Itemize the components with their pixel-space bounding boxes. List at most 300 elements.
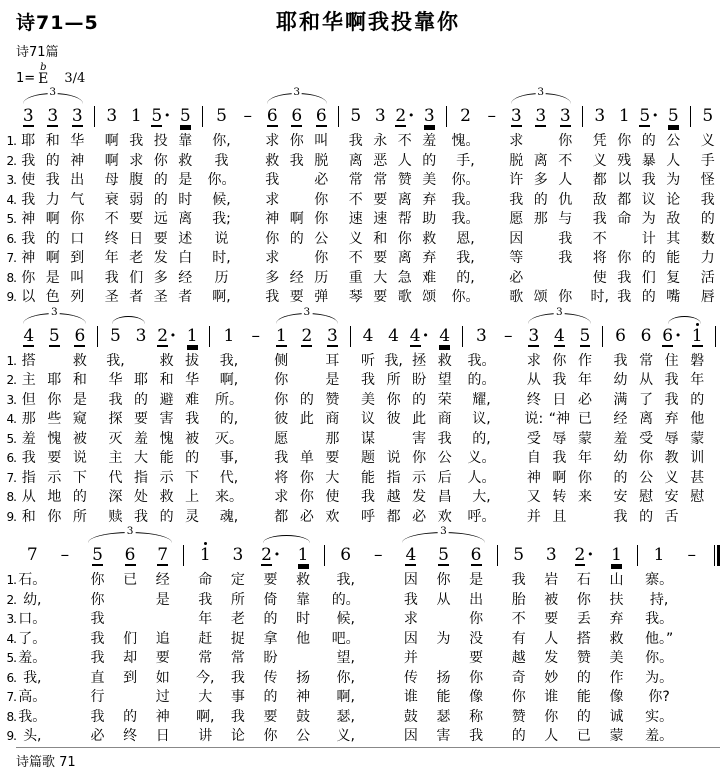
- duration-dash: –: [251, 325, 260, 346]
- lyric-syllable: [208, 210, 236, 230]
- note-body: [110, 325, 121, 346]
- syllable-text: 救: [72, 352, 87, 369]
- syllable-text: 愧。: [451, 133, 480, 149]
- note: [287, 547, 320, 571]
- syllable-text: 要: [153, 230, 168, 247]
- syllable-text: 谁: [544, 689, 559, 705]
- lyric-syllable: [344, 288, 369, 308]
- syllable-text: 速: [373, 211, 388, 227]
- syllable-text: 义。: [467, 450, 496, 466]
- syllable-text: 美: [609, 650, 624, 666]
- lyric-syllable: [189, 630, 222, 650]
- note-digit: 6: [340, 545, 352, 565]
- lyric-syllable: [6, 591, 49, 611]
- triplet-number: 3: [49, 86, 57, 98]
- syllable-text: 愿: [509, 211, 524, 227]
- syllable-text: 唇: [700, 289, 715, 305]
- lyric-syllable: [189, 649, 222, 669]
- syllable-text: 我: [469, 728, 484, 744]
- lyric-syllable: [215, 352, 243, 372]
- lyric-syllable: [684, 430, 710, 450]
- lyric-syllable: [128, 488, 154, 508]
- syllable-text: 我: [108, 391, 123, 408]
- lyric-syllable: [146, 630, 179, 650]
- lyric-syllable: [294, 508, 320, 528]
- syllable-text: 我: [348, 133, 363, 149]
- note-body: [301, 325, 313, 346]
- syllable-text: 必: [314, 172, 329, 188]
- note: [502, 547, 535, 571]
- syllable-text: 幼: [613, 450, 628, 466]
- syllable-text: 称: [469, 708, 484, 725]
- lyric-syllable: [460, 688, 493, 708]
- note: [572, 325, 598, 352]
- syllable-text: 石。: [18, 572, 47, 588]
- syllable-text: 定: [230, 572, 245, 588]
- note-body: [131, 108, 142, 125]
- lyric-syllable: [260, 210, 285, 230]
- lyric-syllable: [381, 508, 407, 528]
- lyric-syllable: [432, 371, 458, 391]
- syllable-text: 要: [373, 191, 388, 208]
- syllable-text: 发: [544, 650, 559, 666]
- note-digit: 3: [47, 106, 59, 126]
- syllable-text: 蒙: [690, 430, 705, 447]
- syllable-text: 所。: [214, 391, 243, 408]
- lyric-syllable: [696, 269, 721, 289]
- barline: [446, 106, 447, 127]
- note: [41, 108, 66, 132]
- lyric-syllable: [637, 269, 662, 289]
- system-2: [6, 305, 720, 528]
- syllable-text: 必: [509, 269, 524, 286]
- lyric-syllable: [260, 191, 285, 211]
- lyric-syllable: [179, 352, 205, 372]
- triplet-bracket: [267, 86, 327, 104]
- lyric-syllable: [260, 132, 285, 152]
- note-digit: 5: [92, 545, 103, 565]
- barline: [637, 545, 638, 566]
- note-digit: 3: [535, 106, 547, 126]
- syllable-text: 指: [386, 469, 401, 486]
- syllable-text: 离: [397, 191, 412, 208]
- lyric-syllable: [521, 391, 547, 411]
- syllable-text: 你。: [645, 650, 674, 666]
- note-digit: 4: [409, 325, 421, 346]
- syllable-text: 传: [263, 669, 278, 686]
- lyric-syllable: [612, 152, 637, 172]
- lyric-syllable: [547, 488, 573, 508]
- lyric-syllable: [124, 288, 149, 308]
- lyric-syllable: [368, 249, 393, 269]
- syllable-text: 的: [153, 191, 168, 208]
- lyric-syllable: [417, 288, 442, 308]
- note-body: [135, 325, 147, 346]
- lyric-syllable: [149, 230, 174, 250]
- syllable-text: 安: [664, 489, 679, 505]
- syllable-text: 像: [469, 689, 484, 705]
- lyric-syllable: [146, 591, 179, 611]
- syllable-text: 的: [641, 250, 656, 266]
- syllable-text: 我。: [451, 211, 480, 227]
- syllable-text: 扬: [296, 669, 311, 686]
- lyric-syllable: [659, 430, 685, 450]
- lyric-syllable: [417, 249, 442, 269]
- lyric-syllable: [600, 669, 633, 689]
- lyric-syllable: [684, 469, 710, 489]
- syllable-text: 胎: [511, 591, 526, 608]
- syllable-text: 我: [214, 152, 229, 169]
- syllable-text: 我: [21, 450, 36, 466]
- note: [568, 547, 601, 571]
- lyric-syllable: [395, 669, 428, 689]
- syllable-text: 我: [360, 372, 375, 388]
- syllable-text: 已: [577, 411, 592, 427]
- triplet-number: 3: [440, 525, 447, 537]
- lyric-syllable: [504, 171, 529, 191]
- lyric-syllable: [381, 352, 407, 372]
- note-digit: 1: [297, 545, 309, 565]
- note: [588, 108, 613, 132]
- syllable-text: 你: [274, 391, 289, 408]
- verse-number: 2.: [6, 373, 16, 387]
- lyric-syllable: [659, 410, 685, 430]
- syllable-text: 的: [576, 669, 591, 686]
- lyric-syllable: [612, 288, 637, 308]
- lyric-syllable: [381, 371, 407, 391]
- syllable-text: 日: [552, 391, 567, 408]
- lyric-syllable: [467, 410, 495, 430]
- lyric-syllable: [535, 688, 568, 708]
- syllable-text: 时: [178, 191, 193, 208]
- syllable-text: 灭。: [214, 430, 243, 447]
- syllable-text: 你: [90, 572, 105, 588]
- lyric-syllable: [208, 288, 236, 308]
- lyric-syllable: [521, 449, 547, 469]
- syllable-text: 你: [47, 391, 62, 408]
- barline: [690, 106, 691, 127]
- syllable-text: 因: [403, 572, 418, 588]
- lyric-syllable: [637, 191, 662, 211]
- verse-number: 9.: [6, 290, 16, 304]
- note-digit: 2: [460, 106, 471, 126]
- syllable-text: 人: [558, 172, 573, 188]
- note-digit: 6: [124, 545, 136, 565]
- syllable-text: 救: [437, 352, 452, 369]
- syllable-text: 口。: [18, 611, 47, 627]
- syllable-text: 你: [299, 489, 314, 505]
- lyric-syllable: [128, 469, 154, 489]
- lyric-syllable: [173, 210, 198, 230]
- syllable-text: 我: [360, 489, 375, 505]
- lyric-syllable: [659, 352, 685, 372]
- note: [114, 547, 147, 571]
- syllable-text: 口: [70, 230, 85, 247]
- lyric-syllable: [67, 508, 93, 528]
- lyric-syllable: [41, 132, 66, 152]
- syllable-text: 弹: [314, 289, 329, 305]
- lyric-syllable: [189, 688, 222, 708]
- syllable-text: 被: [185, 430, 200, 447]
- lyric-syllable: [42, 488, 68, 508]
- lyric-syllable: [42, 449, 68, 469]
- lyric-syllable: [553, 210, 578, 230]
- lyric-syllable: [100, 269, 125, 289]
- lyric-syllable: [572, 410, 598, 430]
- lyric-syllable: [393, 288, 418, 308]
- syllable-text: 你: [469, 669, 484, 686]
- syllable-text: 你,: [212, 133, 231, 149]
- syllable-text: 主: [21, 372, 36, 388]
- syllable-text: 是: [155, 591, 170, 608]
- lyric-syllable: [452, 230, 480, 250]
- note-body: [180, 108, 191, 125]
- syllable-text: 我,: [336, 572, 355, 588]
- syllable-text: 从: [639, 372, 654, 388]
- lyric-syllable: [179, 508, 205, 528]
- syllable-text: 高。: [18, 689, 47, 705]
- syllable-text: 论: [230, 728, 245, 744]
- syllable-text: 不: [348, 250, 363, 266]
- syllable-text: 经: [289, 269, 304, 286]
- lyric-syllable: [504, 210, 529, 230]
- note-digit: 3: [135, 325, 147, 346]
- lyric-syllable: [406, 469, 432, 489]
- syllable-text: 但: [21, 391, 36, 408]
- syllable-text: 要: [373, 250, 388, 266]
- syllable-text: 作: [577, 352, 592, 369]
- lyric-syllable: [381, 449, 407, 469]
- lyric-syllable: [100, 288, 125, 308]
- syllable-text: 我,: [106, 352, 125, 369]
- note-body: [23, 325, 35, 346]
- syllable-text: 耳: [325, 352, 340, 369]
- syllable-text: 我;: [212, 211, 231, 227]
- lyric-syllable: [344, 269, 369, 289]
- lyric-syllable: [637, 210, 662, 230]
- lyric-syllable: [467, 391, 495, 411]
- note-body: [553, 325, 565, 346]
- lyric-syllable: [124, 152, 149, 172]
- lyric-syllable: [608, 410, 634, 430]
- syllable-text: 从: [526, 372, 541, 388]
- lyric-syllable: [568, 630, 601, 650]
- syllable-text: 你: [153, 152, 168, 169]
- syllable-text: 嘴: [666, 289, 681, 305]
- barline: [324, 545, 325, 566]
- note-digit: 5: [438, 545, 449, 565]
- syllable-text: 的: [576, 708, 591, 725]
- lyric-syllable: [222, 571, 255, 591]
- lyric-syllable: [128, 430, 154, 450]
- syllable-text: 我: [437, 430, 452, 447]
- syllable-text: 并: [526, 508, 541, 525]
- syllable-text: 训: [690, 450, 705, 466]
- syllable-text: 者: [178, 289, 193, 305]
- syllable-text: 美: [422, 172, 437, 188]
- syllable-text: 将: [592, 250, 607, 266]
- augmentation-dot: ·: [587, 545, 594, 565]
- syllable-text: 都: [274, 508, 289, 525]
- note-digit: 3: [559, 106, 571, 126]
- verse-number: 1.: [6, 134, 16, 148]
- note-digit: 3: [528, 325, 540, 346]
- lyric-syllable: [81, 727, 114, 747]
- verse-number: 7.: [6, 251, 16, 265]
- lyric-syllable: [128, 371, 154, 391]
- syllable-text: 指: [21, 469, 36, 486]
- lyric-syllable: [381, 391, 407, 411]
- note-digit: 5: [702, 106, 714, 126]
- lyric-syllable: [460, 708, 493, 728]
- lyric-syllable: [547, 508, 573, 528]
- syllable-text: 常: [639, 352, 654, 369]
- syllable-text: 华: [108, 372, 123, 388]
- lyric-syllable: [6, 210, 41, 230]
- note: [417, 108, 442, 132]
- note: [222, 547, 255, 571]
- lyric-syllable: [6, 430, 42, 450]
- verse-number: 8.: [6, 490, 16, 504]
- lyric-syllable: [502, 649, 535, 669]
- lyric-syllable: [173, 132, 198, 152]
- lyric-syllable: [612, 249, 637, 269]
- syllable-text: 是: [45, 269, 60, 286]
- verse-number: 3.: [6, 173, 16, 187]
- slur: [112, 316, 145, 324]
- syllable-text: 颂: [533, 289, 548, 305]
- lyric-syllable: [215, 508, 243, 528]
- syllable-text: 人: [397, 152, 412, 169]
- syllable-text: 重: [348, 269, 363, 286]
- lyric-syllable: [6, 488, 42, 508]
- lyric-syllable: [521, 410, 547, 430]
- lyric-syllable: [417, 191, 442, 211]
- lyric-syllable: [393, 269, 418, 289]
- syllable-text: 的: [533, 191, 548, 208]
- lyric-syllable: [65, 230, 90, 250]
- note: [608, 325, 634, 352]
- lyric-syllable: [309, 249, 334, 269]
- syllable-text: 多: [265, 269, 280, 286]
- lyric-syllable: [588, 191, 613, 211]
- syllable-text: 要: [469, 650, 484, 666]
- syllable-text: 衰: [104, 191, 119, 208]
- syllable-text: 彼: [274, 411, 289, 427]
- syllable-text: 了: [639, 391, 654, 408]
- syllable-text: 害: [159, 411, 174, 427]
- lyric-syllable: [154, 430, 180, 450]
- syllable-text: 不: [397, 133, 412, 149]
- lyric-syllable: [329, 649, 362, 669]
- syllable-text: 你: [299, 469, 314, 486]
- score: [6, 86, 720, 747]
- lyric-syllable: [368, 210, 393, 230]
- syllable-text: 受: [639, 430, 654, 447]
- syllable-text: 我: [664, 372, 679, 388]
- header: [16, 6, 720, 36]
- syllable-text: 你: [639, 450, 654, 466]
- lyric-syllable: [269, 391, 295, 411]
- lyric-syllable: [103, 430, 129, 450]
- syllable-text: 你。: [451, 172, 480, 188]
- syllable-text: 山: [609, 572, 624, 588]
- lyric-syllable: [173, 171, 198, 191]
- final-bar-thick: [717, 545, 720, 566]
- lyric-syllable: [460, 727, 493, 747]
- syllable-text: 羞。: [18, 650, 47, 666]
- syllable-text: 灭: [108, 430, 123, 447]
- syllable-text: 者: [129, 289, 144, 305]
- lyric-syllable: [612, 269, 637, 289]
- note-body: [200, 547, 211, 564]
- lyric-syllable: [320, 352, 346, 372]
- syllable-text: 求: [403, 611, 418, 627]
- lyric-syllable: [149, 152, 174, 172]
- syllable-text: 彼: [386, 411, 401, 427]
- syllable-text: 慰: [639, 489, 654, 505]
- syllable-text: 你: [289, 133, 304, 149]
- lyric-syllable: [608, 449, 634, 469]
- syllable-text: 要: [263, 708, 278, 725]
- duration-dash: –: [504, 325, 513, 346]
- syllable-text: 人。: [467, 469, 496, 486]
- syllable-text: 求: [265, 250, 280, 266]
- syllable-text: 啊,: [219, 372, 239, 388]
- lyric-syllable: [355, 371, 381, 391]
- lyric-syllable: [452, 132, 480, 152]
- lyric-syllable: [395, 591, 428, 611]
- lyric-syllable: [67, 488, 93, 508]
- lyric-syllable: [329, 688, 362, 708]
- syllable-text: 你: [617, 133, 632, 149]
- syllable-text: 历: [314, 269, 329, 286]
- syllable-text: 你: [274, 372, 289, 388]
- syllable-text: 活: [700, 269, 715, 286]
- lyric-syllable: [452, 210, 480, 230]
- syllable-text: 公: [666, 133, 681, 149]
- syllable-text: 们: [641, 269, 656, 286]
- lyric-syllable: [504, 269, 529, 289]
- syllable-text: 耶: [134, 372, 149, 388]
- lyric-syllable: [568, 708, 601, 728]
- syllable-text: 诚: [609, 708, 624, 725]
- syllable-text: 历: [214, 269, 229, 286]
- lyric-syllable: [427, 727, 460, 747]
- note-digit: 4: [553, 325, 565, 346]
- syllable-text: 鼓: [296, 708, 311, 725]
- note-body: [27, 547, 38, 564]
- lyric-syllable: [344, 230, 369, 250]
- lyric-syllable: [42, 469, 68, 489]
- triplet-bracket: [402, 525, 486, 543]
- lyric-syllable: [521, 488, 547, 508]
- syllable-text: 说: [214, 230, 229, 247]
- note: [406, 325, 432, 352]
- syllable-text: 华: [185, 372, 200, 388]
- lyric-syllable: [696, 191, 721, 211]
- lyric-syllable: [269, 508, 295, 528]
- syllable-text: 大,: [472, 489, 491, 505]
- note: [65, 108, 90, 132]
- note-body: [409, 325, 429, 346]
- duration-dash: –: [243, 106, 252, 126]
- lyric-syllable: [502, 708, 535, 728]
- lyric-syllable: [6, 669, 49, 689]
- syllable-text: 离: [639, 411, 654, 427]
- syllable-text: 论: [666, 191, 681, 208]
- syllable-text: 的: [639, 508, 654, 525]
